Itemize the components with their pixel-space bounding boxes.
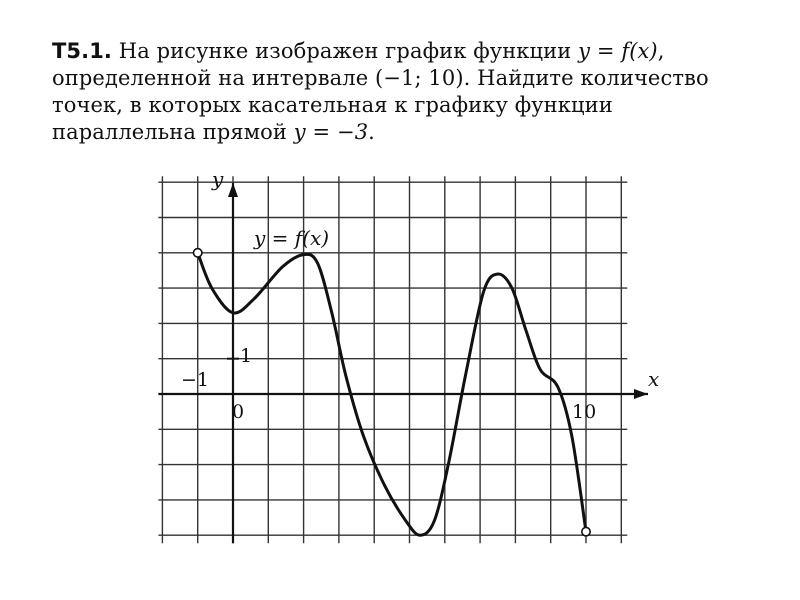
y-axis-label: y (212, 167, 224, 191)
open-endpoint-left (194, 249, 202, 257)
open-endpoint-right (582, 527, 590, 535)
problem-text-part1: На рисунке изображен график функции (118, 39, 572, 63)
origin-label: 0 (232, 401, 245, 423)
problem-text-part3: . (368, 120, 375, 144)
x-tick-label-neg1: −1 (181, 369, 210, 391)
problem-text-part2: , определенной на интервале (−1; 10). Найдите количество точек, в которых касательная к графику функции параллельна прямой (52, 39, 709, 144)
line-equation: y = −3 (293, 120, 369, 144)
axes (158, 183, 648, 543)
y-tick-label-1: 1 (240, 345, 253, 367)
y-axis-arrow-icon (228, 183, 238, 197)
x-tick-label-10: 10 (572, 401, 597, 423)
x-axis-label: x (648, 367, 660, 391)
curve-label: y = f(x) (254, 226, 330, 250)
x-axis-arrow-icon (634, 389, 648, 399)
problem-number: Т5.1. (52, 39, 113, 63)
function-notation: y = f(x) (578, 39, 658, 63)
curve-group (194, 249, 591, 536)
